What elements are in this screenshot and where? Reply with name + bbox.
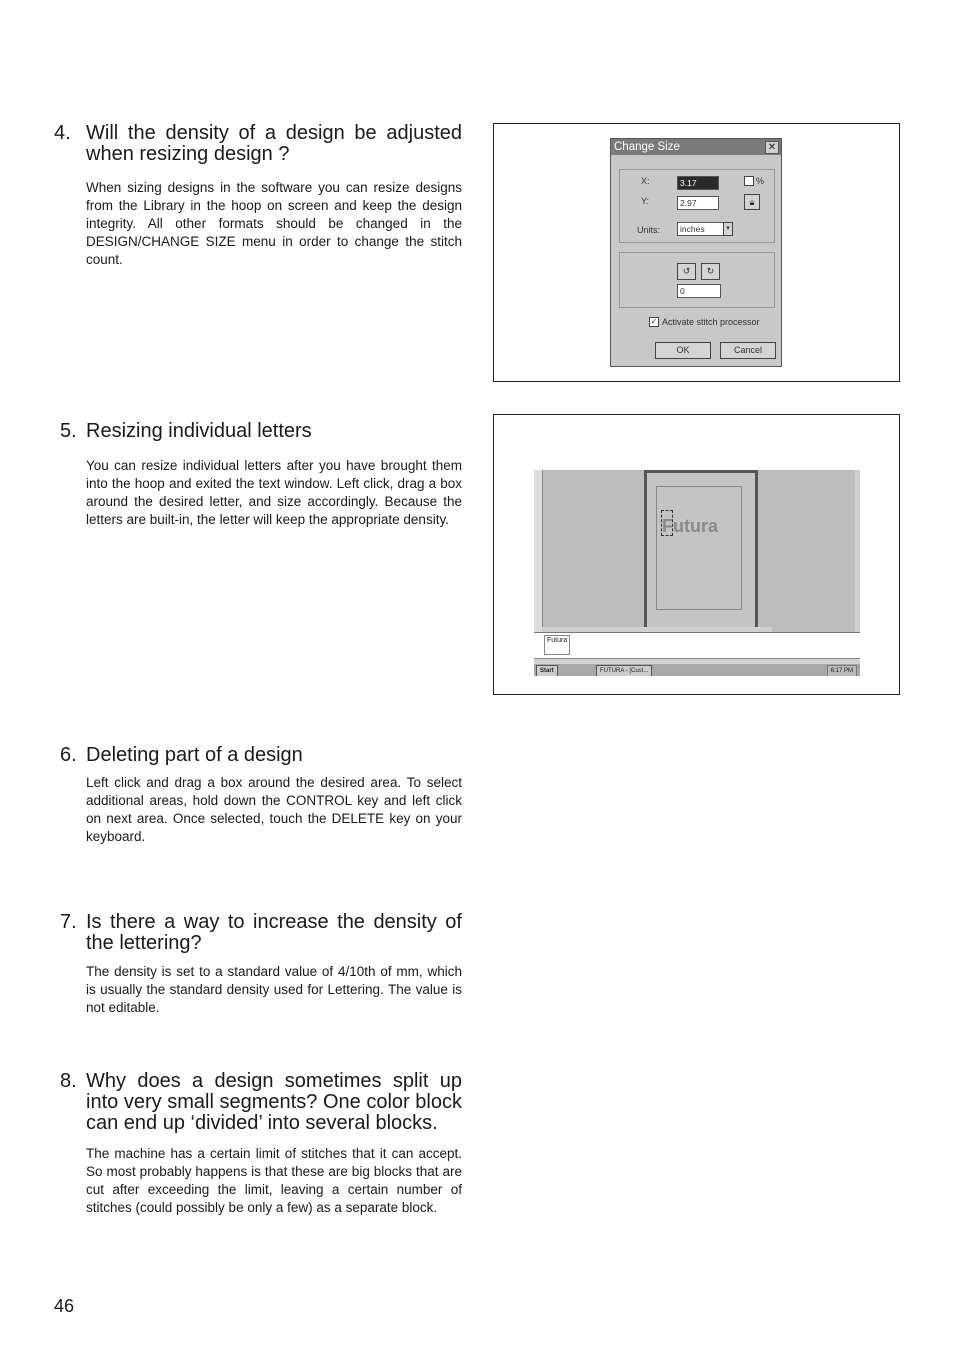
vertical-ruler xyxy=(534,470,543,632)
question-title: Resizing individual letters xyxy=(86,420,312,442)
clock: 6:17 PM xyxy=(827,665,857,676)
taskbar xyxy=(534,664,860,676)
faq-section-6 xyxy=(54,745,462,846)
question-number: 8. xyxy=(60,1070,77,1092)
x-field[interactable]: 3.17 xyxy=(677,176,719,190)
figure-change-size xyxy=(493,123,900,382)
close-icon[interactable]: ✕ xyxy=(765,141,779,154)
change-size-dialog xyxy=(610,138,782,367)
faq-section-5 xyxy=(54,421,462,529)
start-button[interactable]: Start xyxy=(536,665,558,676)
editor-screenshot xyxy=(534,470,860,676)
question-title: Will the density of a design be adjusted when resizing design ? xyxy=(86,122,462,165)
page-number: 46 xyxy=(54,1296,75,1316)
y-label: Y: xyxy=(641,196,650,206)
question-title: Deleting part of a design xyxy=(86,744,303,766)
faq-question-4 xyxy=(54,123,462,165)
answer-text: The density is set to a standard value of 4/10th of mm, which is usually the standard density used for Lettering. The value is not editable. xyxy=(86,964,462,1015)
faq-section-4 xyxy=(54,123,462,269)
faq-question-7 xyxy=(54,912,462,954)
ok-button[interactable]: OK xyxy=(655,342,711,359)
y-field[interactable]: 2.97 xyxy=(677,196,719,210)
faq-question-6 xyxy=(54,745,462,766)
question-number: 5. xyxy=(60,420,77,442)
faq-question-5 xyxy=(54,421,462,442)
cancel-button[interactable]: Cancel xyxy=(720,342,776,359)
rotate-left-icon[interactable]: ↺ xyxy=(677,263,696,280)
answer-text: When sizing designs in the software you can resize designs from the Library in the hoop on screen and keep the design integrity. All other formats should be changed in the DESIGN/CHANGE SIZE menu in order to change the stitch count. xyxy=(86,180,462,267)
dialog-titlebar xyxy=(611,139,781,155)
selection-box[interactable] xyxy=(661,510,673,536)
thumbnail-label[interactable]: Futura xyxy=(544,635,570,655)
figure-resize-letters xyxy=(493,414,900,695)
angle-field[interactable]: 0 xyxy=(677,284,721,298)
hoop-inner-area xyxy=(656,486,742,610)
answer-text: Left click and drag a box around the desired area. To select additional areas, hold down the CONTROL key and left click on next area. Once selected, touch the DELETE key on your keyboard. xyxy=(86,775,462,844)
question-number: 4. xyxy=(54,122,71,144)
faq-section-7 xyxy=(54,912,462,1017)
percent-checkbox[interactable] xyxy=(744,176,754,186)
question-number: 6. xyxy=(60,744,77,766)
stitch-processor-checkbox[interactable]: ✓ xyxy=(650,317,658,326)
units-select[interactable]: inches xyxy=(677,222,729,236)
design-text[interactable]: Futura xyxy=(662,516,718,536)
stitch-processor-label: Activate stitch processor xyxy=(662,317,760,327)
thumbnail-bar xyxy=(534,632,860,659)
question-number: 7. xyxy=(60,911,77,933)
rotate-right-icon[interactable]: ↻ xyxy=(701,263,720,280)
rotate-group xyxy=(619,252,775,308)
percent-label: % xyxy=(756,176,765,186)
units-label: Units: xyxy=(637,225,661,235)
dialog-title: Change Size xyxy=(614,141,680,153)
lock-icon[interactable]: 🔒︎ xyxy=(744,194,760,210)
faq-section-8 xyxy=(54,1071,462,1217)
faq-question-8 xyxy=(54,1071,462,1134)
chevron-down-icon[interactable]: ▾ xyxy=(723,222,733,236)
scrollbar-vertical[interactable] xyxy=(855,470,860,632)
taskbar-item[interactable]: FUTURA - [Cust... xyxy=(596,665,652,676)
x-label: X: xyxy=(641,176,650,186)
answer-text: You can resize individual letters after you have brought them into the hoop and exited the text window. Left click, drag a box around the desired letter, and size accordingly. Because the letters are built-in, the letter will keep the appropriate density. xyxy=(86,458,462,527)
answer-text: The machine has a certain limit of stitches that it can accept. So most probably happens is that these are big blocks that are cut after exceeding the limit, leaving a certain number of stitches (could possibly be only a few) as a separate block. xyxy=(86,1146,462,1215)
question-title: Is there a way to increase the density of the lettering? xyxy=(86,911,462,954)
question-title: Why does a design sometimes split up into very small segments? One color block can end up ‘divided’ into several blocks. xyxy=(86,1070,462,1134)
